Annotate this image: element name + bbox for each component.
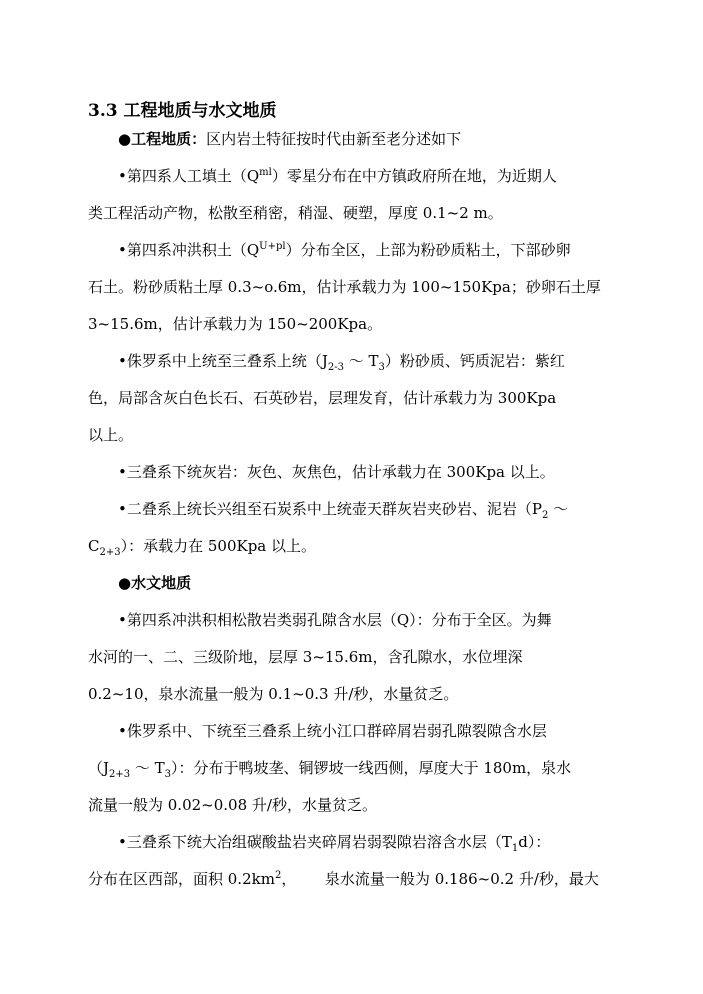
- engineering-geology-intro: [118, 129, 461, 149]
- paragraph-line: [118, 832, 550, 852]
- bullet-icon: ●: [118, 574, 132, 592]
- text-span: ～: [548, 500, 569, 518]
- paragraph-line: [88, 869, 599, 889]
- text-span: ～ T: [343, 352, 379, 370]
- paragraph-line: •侏罗系中、下统至三叠系上统小江口群碎屑岩弱孔隙裂隙含水层: [118, 722, 547, 740]
- paragraph-line: 色，局部含灰白色长石、石英砂岩，层理发育，估计承载力为 300Kpa: [88, 389, 557, 407]
- paragraph-line: 水河的一、二、三级阶地，层厚 3~15.6m，含孔隙水，水位埋深: [88, 648, 523, 666]
- paragraph-line: 0.2~10，泉水流量一般为 0.1~0.3 升/秒，水量贫乏。: [88, 685, 459, 703]
- text-span: ～ T: [130, 759, 165, 777]
- paragraph-line: 3~15.6m，估计承载力为 150~200Kpa。: [88, 315, 383, 333]
- subscript: 3: [164, 769, 172, 780]
- text-span: 分布在区西部，面积 0.2km: [88, 870, 275, 888]
- subscript: 2-3: [327, 362, 344, 373]
- hydrogeology-label: 水文地质: [131, 574, 192, 592]
- text-span: （J: [88, 759, 110, 777]
- text-span: •第四系冲洪积土（Q: [118, 241, 260, 259]
- text-span: ）：承载力在 500Kpa 以上。: [120, 537, 317, 555]
- paragraph-line: [88, 536, 316, 556]
- text-span: C: [88, 537, 100, 555]
- paragraph-line: 以上。: [88, 426, 134, 444]
- superscript: U+pl: [259, 241, 286, 252]
- subscript: 1: [511, 843, 519, 854]
- text-span: •三叠系下统大冶组碳酸盐岩夹碎屑岩弱裂隙岩溶含水层（T: [118, 833, 512, 851]
- paragraph-line: 流量一般为 0.02~0.08 升/秒，水量贫乏。: [88, 796, 377, 814]
- text-span: ， 泉水流量一般为 0.186~0.2 升/秒，最大: [281, 870, 599, 888]
- subscript: 3: [378, 362, 385, 373]
- paragraph-line: [118, 351, 565, 371]
- engineering-geology-label: 工程地质：: [131, 130, 207, 148]
- paragraph-line: [118, 166, 557, 186]
- paragraph-line: [88, 758, 571, 778]
- subscript: 2+3: [109, 769, 131, 780]
- text-span: ）零星分布在中方镇政府所在地，为近期人: [271, 167, 557, 185]
- text-span: ）粉砂质、钙质泥岩：紫红: [384, 352, 565, 370]
- text-span: ）：分布于鸭坡垄、铜锣坡一线西侧，厚度大于 180m，泉水: [171, 759, 572, 777]
- text-span: •二叠系上统长兴组至石炭系中上统壶天群灰岩夹砂岩、泥岩（P: [118, 500, 542, 518]
- paragraph-line: [118, 240, 571, 260]
- intro-text: 区内岩土特征按时代由新至老分述如下: [206, 130, 462, 148]
- superscript: 2: [274, 870, 282, 881]
- bullet-icon: ●: [118, 130, 132, 148]
- section-heading: 3.3 工程地质与水文地质: [88, 101, 277, 121]
- superscript: ml: [259, 167, 272, 178]
- text-span: •第四系人工填土（Q: [118, 167, 260, 185]
- paragraph-line: •三叠系下统灰岩：灰色、灰焦色，估计承载力在 300Kpa 以上。: [118, 463, 555, 481]
- text-span: •侏罗系中上统至三叠系上统（J: [118, 352, 328, 370]
- hydrogeology-heading: [118, 573, 191, 593]
- paragraph-line: 石土。粉砂质粘土厚 0.3~o.6m，估计承载力为 100~150Kpa；砂卵石土厚: [88, 278, 601, 296]
- paragraph-line: •第四系冲洪积相松散岩类弱孔隙含水层（Q）：分布于全区。为舞: [118, 611, 552, 629]
- text-span: d）：: [518, 833, 551, 851]
- text-span: ）分布全区，上部为粉砂质粘土，下部砂卵: [285, 241, 571, 259]
- subscript: 2: [541, 510, 549, 521]
- paragraph-line: 类工程活动产物，松散至稍密，稍湿、硬塑，厚度 0.1~2 m。: [88, 204, 503, 222]
- subscript: 2+3: [99, 547, 121, 558]
- paragraph-line: [118, 499, 568, 519]
